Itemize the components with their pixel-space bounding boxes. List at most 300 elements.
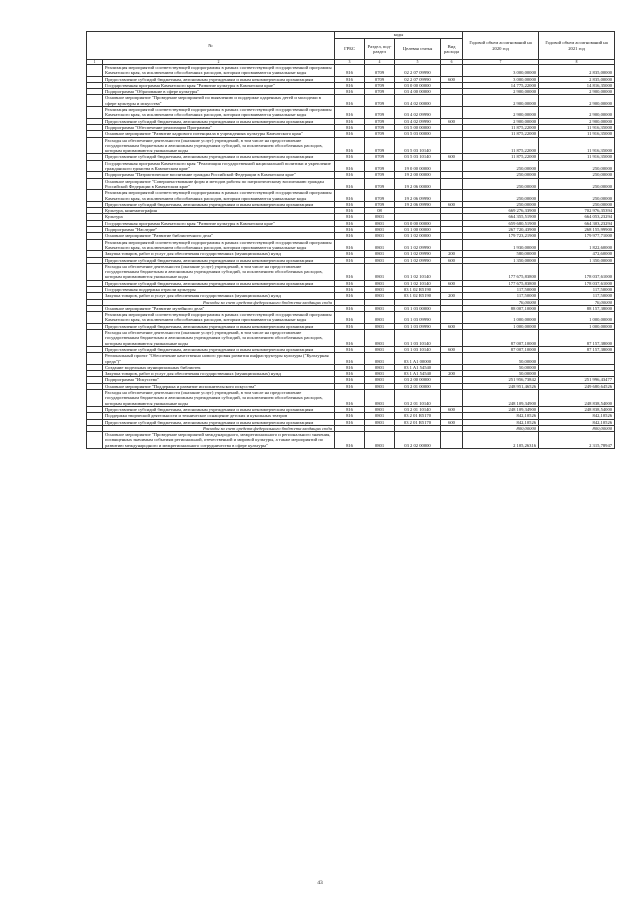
row-name: Подпрограмма "Наследие" — [103, 227, 335, 233]
row-grbs: 816 — [335, 383, 365, 389]
row-sum-2020: 250,00000 — [463, 178, 539, 190]
table-row — [87, 390, 615, 407]
row-razdel: 0709 — [365, 201, 395, 207]
header-sum-2021: Годовой объем ассигнований на 2021 год — [539, 32, 615, 60]
row-razdel: 0801 — [365, 383, 395, 389]
row-sum-2020: 669 276,33900 — [463, 208, 539, 214]
row-csr: 19 2 06 09990 — [395, 201, 441, 207]
row-sum-2021: 842,10526 — [539, 413, 615, 419]
row-grbs: 816 — [335, 286, 365, 292]
row-grbs: 816 — [335, 208, 365, 214]
row-grbs: 816 — [335, 233, 365, 239]
row-sum-2021: 2 900,00000 — [539, 107, 615, 119]
row-sum-2020: 177 675,83800 — [463, 263, 539, 280]
row-csr: 03 2 01 00000 — [395, 383, 441, 389]
row-razdel: 0709 — [365, 178, 395, 190]
row-sum-2020: 1 000,00000 — [463, 323, 539, 329]
row-razdel: 0801 — [365, 377, 395, 383]
row-vr — [441, 95, 463, 107]
row-number-cell — [87, 65, 103, 77]
row-csr: 03 1 02 09990 — [395, 239, 441, 251]
row-sum-2020: 11 875,22000 — [463, 124, 539, 130]
table-row — [87, 432, 615, 449]
table-row — [87, 305, 615, 311]
row-vr — [441, 263, 463, 280]
table-row — [87, 251, 615, 257]
row-number-cell — [87, 107, 103, 119]
table-row — [87, 89, 615, 95]
row-razdel: 0709 — [365, 107, 395, 119]
column-index: 5 — [395, 60, 441, 65]
row-name: Основное мероприятие "Совершенствование форм и методов работы по патриотическому воспитанию граждан Российской Федерации в Камчатском крае" — [103, 178, 335, 190]
row-sum-2021: 1 000,00000 — [539, 312, 615, 324]
row-razdel: 0801 — [365, 390, 395, 407]
table-row — [87, 419, 615, 425]
row-sum-2021: 1 350,00000 — [539, 257, 615, 263]
row-grbs: 816 — [335, 406, 365, 412]
row-grbs: 816 — [335, 227, 365, 233]
row-razdel: 0709 — [365, 131, 395, 137]
row-sum-2021: 248 838,54000 — [539, 406, 615, 412]
row-sum-2021: 14 816,35000 — [539, 82, 615, 88]
row-csr: 03 1 02 00000 — [395, 233, 441, 239]
row-vr: 600 — [441, 257, 463, 263]
table-row — [87, 65, 615, 77]
row-razdel: 0801 — [365, 239, 395, 251]
column-index: 3 — [335, 60, 365, 65]
budget-table-sheet — [86, 31, 614, 449]
row-name: Государственная поддержка отрасли культуры — [103, 286, 335, 292]
table-row — [87, 353, 615, 365]
row-sum-2021: 268 155,99900 — [539, 227, 615, 233]
row-sum-2021: 88 157,38000 — [539, 305, 615, 311]
row-razdel: 0709 — [365, 118, 395, 124]
row-grbs: 816 — [335, 353, 365, 365]
row-number-cell — [87, 353, 103, 365]
row-grbs: 816 — [335, 377, 365, 383]
header-grbs: ГРБС — [335, 39, 365, 60]
row-razdel: 0801 — [365, 214, 395, 220]
row-razdel: 0801 — [365, 280, 395, 286]
row-name: Реализация мероприятий соответствующей подпрограммы в рамках соответствующей государственной программы Камчатского края, за исключением обособленных расходов, которым присваиваются уникальные коды — [103, 312, 335, 324]
row-vr — [441, 160, 463, 172]
row-name: Предоставление субсидий бюджетным, автономным учреждениям и иным некоммерческим организациям — [103, 419, 335, 425]
row-grbs: 816 — [335, 312, 365, 324]
row-sum-2021: 2 835,00000 — [539, 65, 615, 77]
table-row — [87, 124, 615, 130]
table-row — [87, 346, 615, 352]
row-vr: 600 — [441, 419, 463, 425]
row-name: Подпрограмма "Искусство" — [103, 377, 335, 383]
row-name: Реализация мероприятий соответствующей подпрограммы в рамках соответствующей государственной программы Камчатского края, за исключением обособленных расходов, которым присваиваются уникальные коды — [103, 239, 335, 251]
row-vr: 200 — [441, 251, 463, 257]
table-row — [87, 364, 615, 370]
row-grbs: 816 — [335, 330, 365, 347]
row-grbs: 816 — [335, 263, 365, 280]
row-number-cell — [87, 263, 103, 280]
row-csr: 02 2 07 09990 — [395, 65, 441, 77]
header-row-top — [87, 32, 615, 39]
row-sum-2021: 842,10526 — [539, 419, 615, 425]
row-sum-2021: 2 835,00000 — [539, 76, 615, 82]
row-csr: 03 0 00 00000 — [395, 220, 441, 226]
header-number: № — [87, 32, 335, 60]
table-row — [87, 406, 615, 412]
row-sum-2020: 87 007,10000 — [463, 346, 539, 352]
header-razdel: Раздел, под-раздел — [365, 39, 395, 60]
row-number-cell — [87, 190, 103, 202]
row-sum-2021: 472,60000 — [539, 251, 615, 257]
row-name: Расходы за счет средств федерального бюджета входящих сюда — [103, 299, 335, 305]
row-name: Реализация мероприятий соответствующей подпрограммы в рамках соответствующей государственной программы Камчатского края, за исключением обособленных расходов, которым присваиваются уникальные коды — [103, 107, 335, 119]
row-csr: 03 2 00 00000 — [395, 377, 441, 383]
table-row — [87, 293, 615, 299]
row-number-cell — [87, 178, 103, 190]
row-grbs: 816 — [335, 280, 365, 286]
row-vr — [441, 353, 463, 365]
row-sum-2021: 87 157,38000 — [539, 330, 615, 347]
row-sum-2020: 251 956,73842 — [463, 377, 539, 383]
row-name: Основное мероприятие "Развитие музейного дела" — [103, 305, 335, 311]
row-csr: 03 1 02 10140 — [395, 263, 441, 280]
row-number-cell — [87, 390, 103, 407]
row-vr — [441, 432, 463, 449]
row-grbs: 816 — [335, 239, 365, 251]
row-sum-2020: 580,00000 — [463, 251, 539, 257]
table-row — [87, 413, 615, 419]
row-name: Государственная программа Камчатского края "Развитие культуры в Камчатском крае" — [103, 220, 335, 226]
row-csr: 03 1 03 00000 — [395, 305, 441, 311]
row-grbs: 816 — [335, 107, 365, 119]
row-name: Расходы на обеспечение деятельности (оказание услуг) учреждений, в том числе на предоставление государственным бюджетным и автономным учреждениям субсидий, за исключением обособленных расходов, которым присваиваются уникальные коды — [103, 330, 335, 347]
row-sum-2021: 11 916,35000 — [539, 131, 615, 137]
row-razdel: 0801 — [365, 233, 395, 239]
table-row — [87, 286, 615, 292]
row-sum-2020: 250,00000 — [463, 160, 539, 172]
row-razdel: 0801 — [365, 419, 395, 425]
row-csr: 19 2 00 00000 — [395, 172, 441, 178]
row-sum-2020: 1 000,00000 — [463, 312, 539, 324]
table-row — [87, 312, 615, 324]
row-sum-2020: 14 775,22000 — [463, 82, 539, 88]
row-number-cell — [87, 95, 103, 107]
row-csr: 02 2 07 09990 — [395, 76, 441, 82]
row-sum-2020: 11 875,22000 — [463, 154, 539, 160]
row-grbs: 816 — [335, 95, 365, 107]
table-row — [87, 107, 615, 119]
row-sum-2021: 2 315,78947 — [539, 432, 615, 449]
row-sum-2021: 1 000,00000 — [539, 323, 615, 329]
row-csr: 03 1 02 10140 — [395, 280, 441, 286]
row-sum-2020: 250,00000 — [463, 201, 539, 207]
row-name: Реализация мероприятий соответствующей подпрограммы в рамках соответствующей государственной программы Камчатского края, за исключением обособленных расходов, которым присваиваются уникальные коды — [103, 190, 335, 202]
row-grbs: 816 — [335, 124, 365, 130]
table-row — [87, 172, 615, 178]
row-vr: 200 — [441, 371, 463, 377]
row-razdel: 0801 — [365, 406, 395, 412]
row-sum-2020: 11 875,22000 — [463, 131, 539, 137]
row-csr: 03 5 00 00000 — [395, 124, 441, 130]
row-sum-2021: 250,00000 — [539, 160, 615, 172]
row-sum-2020: 179 723,21900 — [463, 233, 539, 239]
row-sum-2021: 248 838,54000 — [539, 390, 615, 407]
header-csr: Целевая статья — [395, 39, 441, 60]
table-row — [87, 160, 615, 172]
row-name: Подпрограмма "Образование в сфере культуры" — [103, 89, 335, 95]
row-grbs: 816 — [335, 172, 365, 178]
row-csr: 03 1 03 10140 — [395, 330, 441, 347]
row-vr: 600 — [441, 323, 463, 329]
row-razdel: 0709 — [365, 95, 395, 107]
row-grbs: 816 — [335, 371, 365, 377]
row-grbs: 816 — [335, 251, 365, 257]
column-index: 1 — [87, 60, 103, 65]
row-sum-2020: 3 000,00000 — [463, 65, 539, 77]
row-name: Закупка товаров, работ и услуг для обеспечения государственных (муниципальных) нужд — [103, 251, 335, 257]
row-csr: 03 1 A1 00000 — [395, 353, 441, 365]
row-sum-2021: 664 053,23294 — [539, 214, 615, 220]
row-sum-2020: 2 900,00000 — [463, 118, 539, 124]
table-row — [87, 220, 615, 226]
row-sum-2020: 2 900,00000 — [463, 89, 539, 95]
row-sum-2021: 249 680,64526 — [539, 383, 615, 389]
row-sum-2021: 11 916,35000 — [539, 137, 615, 154]
row-name: Подпрограмма "Обеспечение реализации Программы" — [103, 124, 335, 130]
row-sum-2020: 248 951,46526 — [463, 383, 539, 389]
row-name: Региональный проект "Обеспечение качественно нового уровня развития инфраструктуры культуры ("Культурная среда")" — [103, 353, 335, 365]
row-grbs: 816 — [335, 76, 365, 82]
row-csr: 03 1 A1 54540 — [395, 364, 441, 370]
row-sum-2021: 2 900,00000 — [539, 118, 615, 124]
row-csr: 03 1 02 R5190 — [395, 286, 441, 292]
row-name: Основное мероприятие "Проведение мероприятий по выявлению и поддержке одаренных детей и молодежи в сфере культуры и искусства" — [103, 95, 335, 107]
row-number-cell — [87, 330, 103, 347]
row-sum-2021: 250,00000 — [539, 201, 615, 207]
row-sum-2020: 250,00000 — [463, 172, 539, 178]
row-sum-2021: 800,00000 — [539, 425, 615, 431]
row-vr — [441, 178, 463, 190]
row-sum-2020: 88 007,10000 — [463, 305, 539, 311]
row-razdel: 0801 — [365, 220, 395, 226]
row-razdel: 0709 — [365, 76, 395, 82]
row-grbs: 816 — [335, 118, 365, 124]
row-sum-2020: 267 720,43900 — [463, 227, 539, 233]
row-grbs: 816 — [335, 82, 365, 88]
row-razdel: 0709 — [365, 82, 395, 88]
row-csr: 03 4 00 00000 — [395, 89, 441, 95]
row-sum-2021: 76,00000 — [539, 299, 615, 305]
row-name: Расходы за счет средств федерального бюджета входящих сюда — [103, 425, 335, 431]
row-sum-2020: 842,10526 — [463, 413, 539, 419]
row-vr: 600 — [441, 201, 463, 207]
row-sum-2020: 842,10526 — [463, 419, 539, 425]
row-razdel: 0709 — [365, 137, 395, 154]
row-vr — [441, 137, 463, 154]
row-vr: 600 — [441, 346, 463, 352]
row-sum-2021: 702 976,35394 — [539, 208, 615, 214]
row-sum-2020: 76,00000 — [463, 299, 539, 305]
row-grbs: 816 — [335, 160, 365, 172]
row-sum-2021: 117,50000 — [539, 293, 615, 299]
row-sum-2020: 664 355,51900 — [463, 214, 539, 220]
row-razdel: 0801 — [365, 257, 395, 263]
table-row — [87, 233, 615, 239]
row-sum-2021: 11 916,35000 — [539, 124, 615, 130]
row-vr — [441, 107, 463, 119]
table-row — [87, 201, 615, 207]
row-sum-2021: 178 037,61000 — [539, 280, 615, 286]
row-sum-2020: 2 105,26316 — [463, 432, 539, 449]
row-sum-2020: 248 109,34900 — [463, 390, 539, 407]
row-sum-2020: 800,00000 — [463, 425, 539, 431]
table-row — [87, 383, 615, 389]
row-sum-2020: 1 350,00000 — [463, 257, 539, 263]
row-csr: 03 2 01 10140 — [395, 406, 441, 412]
row-grbs: 816 — [335, 413, 365, 419]
row-razdel: 0801 — [365, 251, 395, 257]
row-sum-2020: 250,00000 — [463, 190, 539, 202]
row-sum-2021: 2 900,00000 — [539, 89, 615, 95]
row-name: Расходы на обеспечение деятельности (оказание услуг) учреждений, в том числе на предоставление государственным бюджетным и автономным учреждениям субсидий, за исключением обособленных расходов, которым присваиваются уникальные коды — [103, 390, 335, 407]
row-sum-2021: 664 303,23294 — [539, 220, 615, 226]
row-name: Культура — [103, 214, 335, 220]
row-grbs: 816 — [335, 201, 365, 207]
row-sum-2020: 50,00000 — [463, 353, 539, 365]
row-name: Государственная программа Камчатского края "Развитие культуры в Камчатском крае" — [103, 82, 335, 88]
row-sum-2021: 250,00000 — [539, 172, 615, 178]
row-razdel: 0709 — [365, 160, 395, 172]
row-razdel: 0709 — [365, 172, 395, 178]
row-sum-2020: 248 109,34900 — [463, 406, 539, 412]
row-sum-2020: 117,50000 — [463, 293, 539, 299]
row-grbs: 816 — [335, 419, 365, 425]
row-csr: 03 1 02 R5190 — [395, 293, 441, 299]
row-razdel: 0709 — [365, 190, 395, 202]
row-csr: 03 4 02 00000 — [395, 95, 441, 107]
row-number-cell — [87, 160, 103, 172]
row-grbs: 816 — [335, 65, 365, 77]
row-razdel: 0801 — [365, 353, 395, 365]
row-grbs: 816 — [335, 220, 365, 226]
row-grbs: 816 — [335, 89, 365, 95]
row-vr: 600 — [441, 118, 463, 124]
table-row — [87, 330, 615, 347]
row-grbs: 816 — [335, 178, 365, 190]
header-sum-2020: Годовой объем ассигнований на 2020 год — [463, 32, 539, 60]
row-grbs: 816 — [335, 137, 365, 154]
row-csr: 03 1 A1 54540 — [395, 371, 441, 377]
row-name: Предоставление субсидий бюджетным, автономным учреждениям и иным некоммерческим организациям — [103, 76, 335, 82]
row-csr: 19 2 06 09990 — [395, 190, 441, 202]
row-name: Реализация мероприятий соответствующей подпрограммы в рамках соответствующей государственной программы Камчатского края, за исключением обособленных расходов, которым присваиваются уникальные коды — [103, 65, 335, 77]
row-razdel: 0709 — [365, 65, 395, 77]
row-vr: 200 — [441, 293, 463, 299]
table-row — [87, 371, 615, 377]
row-razdel: 0709 — [365, 154, 395, 160]
table-row — [87, 257, 615, 263]
row-razdel: 0801 — [365, 371, 395, 377]
row-razdel: 0801 — [365, 364, 395, 370]
row-sum-2020: 87 007,10000 — [463, 330, 539, 347]
row-razdel: 0801 — [365, 263, 395, 280]
row-csr: 03 1 02 09990 — [395, 257, 441, 263]
row-csr: 03 1 03 09990 — [395, 312, 441, 324]
row-name: Расходы на обеспечение деятельности (оказание услуг) учреждений, в том числе на предоставление государственным бюджетным и автономным учреждениям субсидий, за исключением обособленных расходов, которым присваиваются уникальные коды — [103, 263, 335, 280]
row-name: Закупка товаров, работ и услуг для обеспечения государственных (муниципальных) нужд — [103, 371, 335, 377]
row-name: Основное мероприятие "Развитие кадрового потенциала в учреждениях культуры Камчатского края" — [103, 131, 335, 137]
row-name: Подпрограмма "Патриотическое воспитание граждан Российской Федерации в Камчатском крае" — [103, 172, 335, 178]
row-grbs: 816 — [335, 364, 365, 370]
row-razdel: 0801 — [365, 413, 395, 419]
row-name: Предоставление субсидий бюджетным, автономным учреждениям и иным некоммерческим организациям — [103, 346, 335, 352]
row-vr — [441, 330, 463, 347]
row-name: Расходы на обеспечение деятельности (оказание услуг) учреждений, в том числе на предоставление государственным бюджетным и автономным учреждениям субсидий, за исключением обособленных расходов, которым присваиваются уникальные коды — [103, 137, 335, 154]
row-csr: 03 2 01 10140 — [395, 390, 441, 407]
row-razdel: 08 — [365, 208, 395, 214]
row-sum-2021: 179 977,71000 — [539, 233, 615, 239]
row-grbs: 816 — [335, 346, 365, 352]
row-grbs: 816 — [335, 323, 365, 329]
column-index: 6 — [441, 60, 463, 65]
row-csr: 19 0 00 00000 — [395, 160, 441, 172]
row-sum-2021: 11 916,35000 — [539, 154, 615, 160]
row-vr — [441, 312, 463, 324]
row-sum-2021: 250,00000 — [539, 190, 615, 202]
row-vr: 600 — [441, 154, 463, 160]
table-row — [87, 323, 615, 329]
column-index: 7 — [463, 60, 539, 65]
row-sum-2020: 3 000,00000 — [463, 76, 539, 82]
row-sum-2020: 1 930,00000 — [463, 239, 539, 251]
row-name: Предоставление субсидий бюджетным, автономным учреждениям и иным некоммерческим организациям — [103, 118, 335, 124]
table-body — [87, 65, 615, 449]
row-name: Предоставление субсидий бюджетным, автономным учреждениям и иным некоммерческим организациям — [103, 257, 335, 263]
row-name: Основное мероприятие "Поддержка и развитие исполнительского искусства" — [103, 383, 335, 389]
row-csr: 03 2 02 00000 — [395, 432, 441, 449]
table-row — [87, 131, 615, 137]
row-grbs: 816 — [335, 214, 365, 220]
table-row — [87, 263, 615, 280]
row-sum-2020: 2 900,00000 — [463, 95, 539, 107]
row-csr: 03 2 01 R5170 — [395, 419, 441, 425]
row-razdel: 0709 — [365, 124, 395, 130]
row-csr: 03 2 01 R5170 — [395, 413, 441, 419]
row-grbs: 816 — [335, 131, 365, 137]
column-index: 4 — [365, 60, 395, 65]
table-row — [87, 178, 615, 190]
row-razdel: 0801 — [365, 227, 395, 233]
table-row — [87, 190, 615, 202]
row-sum-2020: 659 680,51900 — [463, 220, 539, 226]
row-grbs: 816 — [335, 390, 365, 407]
row-name: Предоставление субсидий бюджетным, автономным учреждениям и иным некоммерческим организациям — [103, 406, 335, 412]
row-sum-2021: 178 037,61000 — [539, 263, 615, 280]
row-sum-2021: 250,00000 — [539, 178, 615, 190]
row-grbs: 816 — [335, 257, 365, 263]
row-name: Культура, кинематография — [103, 208, 335, 214]
table-row — [87, 118, 615, 124]
row-csr: 03 1 00 00000 — [395, 227, 441, 233]
row-csr: 03 4 02 09990 — [395, 118, 441, 124]
row-razdel: 0801 — [365, 293, 395, 299]
header-codes: коды — [335, 32, 463, 39]
table-row — [87, 239, 615, 251]
row-csr: 03 1 03 09990 — [395, 323, 441, 329]
header-vr: Вид расхода — [441, 39, 463, 60]
table-row — [87, 154, 615, 160]
row-csr: 03 0 00 00000 — [395, 82, 441, 88]
row-vr — [441, 65, 463, 77]
